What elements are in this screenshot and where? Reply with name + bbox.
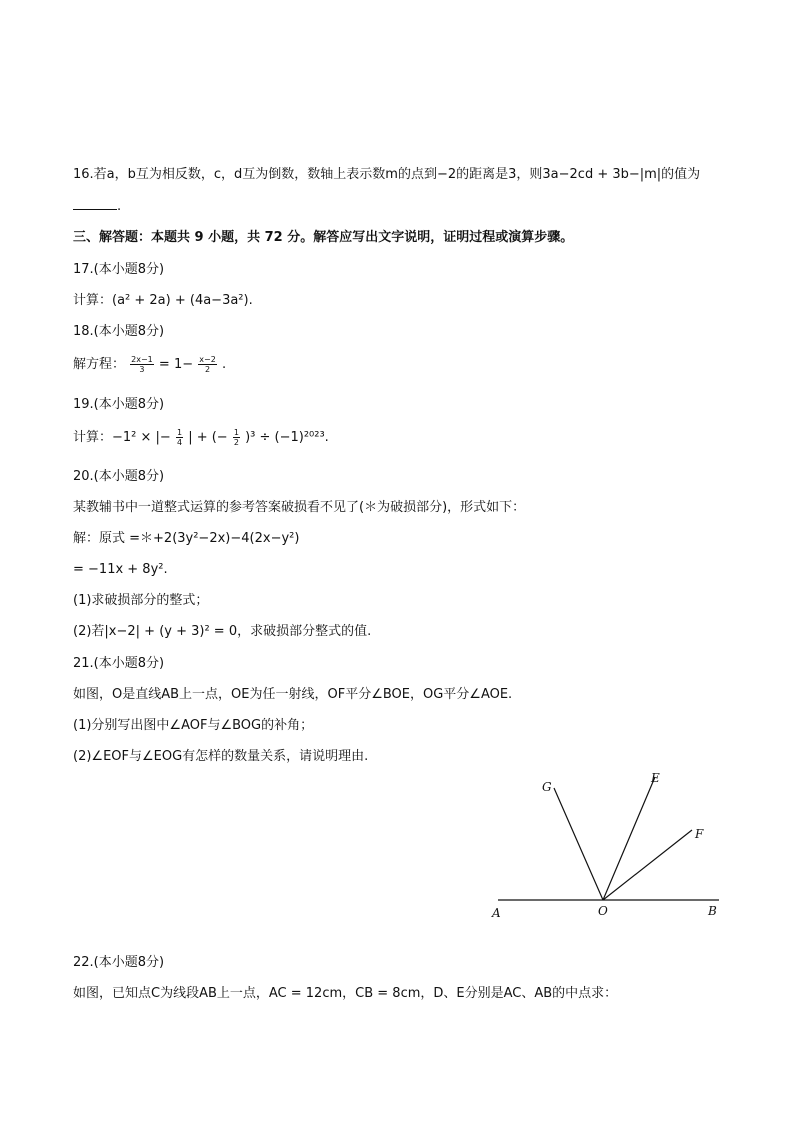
denominator: 3	[139, 365, 145, 374]
question-21-part-1: (1)分别写出图中∠AOF与∠BOG的补角；	[73, 718, 314, 733]
numerator: x−2	[199, 355, 216, 364]
ray-og	[554, 788, 603, 900]
question-19-body	[73, 426, 329, 450]
question-19-header: 19.(本小题8分)	[73, 397, 165, 412]
label-e: E	[651, 771, 660, 785]
question-21-header: 21.(本小题8分)	[73, 656, 165, 671]
question-16-answer-line	[73, 197, 121, 216]
q18-prefix: 解方程：	[73, 357, 126, 372]
label-g: G	[542, 780, 552, 794]
question-17-body: 计算：(a² + 2a) + (4a−3a²).	[73, 293, 253, 308]
numerator: 1	[176, 428, 183, 437]
answer-blank	[73, 197, 117, 210]
numerator: 2x−1	[131, 355, 153, 364]
label-f: F	[695, 827, 704, 841]
question-20-header: 20.(本小题8分)	[73, 469, 165, 484]
ray-of	[603, 830, 692, 900]
fraction	[198, 355, 217, 374]
q18-mid: = 1−	[158, 357, 194, 372]
q19-prefix: 计算：−1² × |−	[73, 430, 171, 445]
denominator: 4	[176, 438, 183, 447]
question-16-text: 16.若a，b互为相反数，c，d互为倒数，数轴上表示数m的点到−2的距离是3，则3a−2cd + 3b−|m|的值为	[73, 167, 701, 182]
question-18-header: 18.(本小题8分)	[73, 324, 165, 339]
numerator: 1	[233, 428, 239, 437]
label-b: B	[708, 904, 717, 918]
question-16-end: .	[117, 199, 122, 214]
question-16	[73, 166, 700, 184]
q19-end: )³ ÷ (−1)²⁰²³.	[245, 430, 329, 445]
question-21-intro: 如图，O是直线AB上一点，OE为任一射线，OF平分∠BOE，OG平分∠AOE.	[73, 687, 513, 702]
question-20-solution-line-1: 解：原式 =＊+2(3y²−2x)−4(2x−y²)	[73, 531, 300, 546]
question-22-intro: 如图，已知点C为线段AB上一点，AC = 12cm，CB = 8cm，D、E分别是AC、AB的中点求：	[73, 986, 618, 1001]
ray-oe	[603, 777, 655, 900]
question-21-part-2: (2)∠EOF与∠EOG有怎样的数量关系，请说明理由.	[73, 749, 369, 764]
question-20-part-1: (1)求破损部分的整式；	[73, 593, 209, 608]
fraction	[233, 428, 240, 447]
section-heading: 三、解答题：本题共 9 小题，共 72 分。解答应写出文字说明，证明过程或演算步骤。	[73, 230, 574, 245]
question-22-header: 22.(本小题8分)	[73, 955, 165, 970]
denominator: 2	[204, 365, 211, 374]
label-o: O	[598, 904, 608, 918]
question-18-body	[73, 353, 226, 377]
fraction	[176, 428, 183, 447]
question-20-intro: 某教辅书中一道整式运算的参考答案破损看不见了(＊为破损部分)，形式如下：	[73, 500, 526, 515]
fraction	[130, 355, 154, 374]
label-a: A	[492, 906, 501, 920]
question-20-solution-line-2: = −11x + 8y².	[73, 562, 168, 577]
question-17-header: 17.(本小题8分)	[73, 262, 165, 277]
q19-mid: | + (−	[188, 430, 228, 445]
q18-end: .	[221, 357, 227, 372]
question-20-part-2: (2)若|x−2| + (y + 3)² = 0，求破损部分整式的值.	[73, 624, 372, 639]
angle-figure	[480, 760, 730, 930]
denominator: 2	[233, 438, 239, 447]
